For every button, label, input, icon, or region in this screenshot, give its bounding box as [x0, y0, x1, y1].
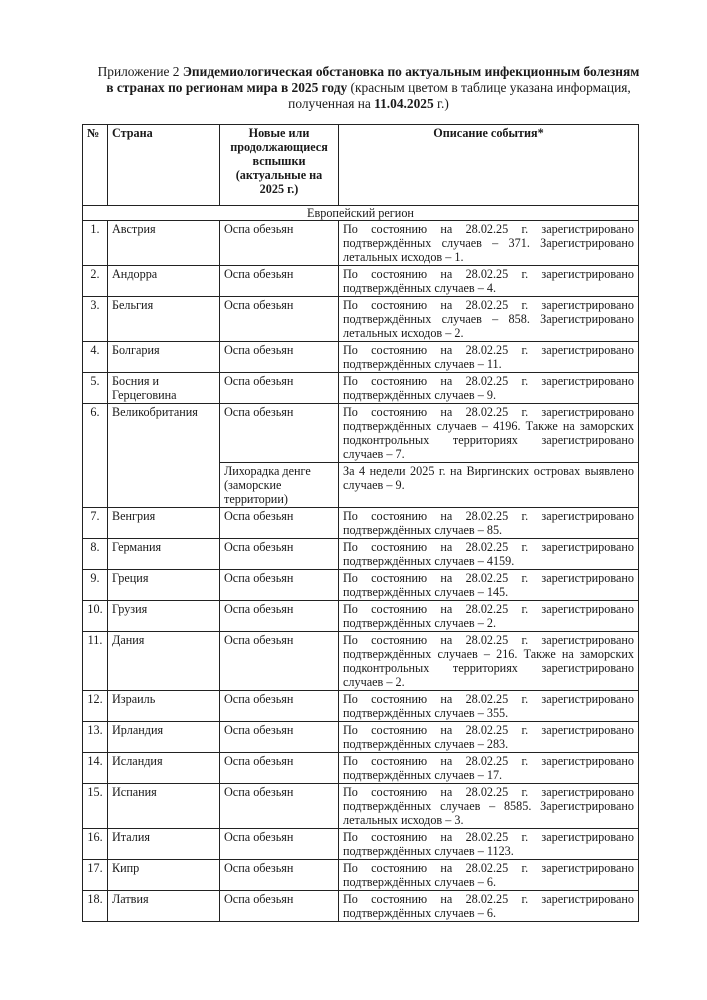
row-number: 1. [83, 221, 108, 266]
heading-note: (красным цветом в таблице указана информация, полученная на [288, 80, 631, 111]
table-row [83, 829, 639, 860]
table-row [83, 508, 639, 539]
row-country: Кипр [108, 860, 220, 891]
heading-note-end: г.) [433, 96, 449, 111]
row-number: 12. [83, 691, 108, 722]
row-number: 14. [83, 753, 108, 784]
row-disease: Оспа обезьян [220, 508, 339, 539]
row-country: Венгрия [108, 508, 220, 539]
table-row [83, 691, 639, 722]
row-number: 6. [83, 404, 108, 508]
row-description: По состоянию на 28.02.25 г. зарегистрировано подтверждённых случаев – 17. [339, 753, 639, 784]
row-description: По состоянию на 28.02.25 г. зарегистрировано подтверждённых случаев – 216. Также на заморских подконтрольных территориях зарегистрировано случаев – 2. [339, 632, 639, 691]
table-row [83, 722, 639, 753]
row-number: 18. [83, 891, 108, 922]
row-country: Болгария [108, 342, 220, 373]
table-row [83, 342, 639, 373]
row-description: По состоянию на 28.02.25 г. зарегистрировано подтверждённых случаев – 6. [339, 891, 639, 922]
table-row [83, 373, 639, 404]
row-description: По состоянию на 28.02.25 г. зарегистрировано подтверждённых случаев – 4159. [339, 539, 639, 570]
row-disease: Оспа обезьян [220, 601, 339, 632]
epidemic-table [82, 124, 639, 922]
header-country: Страна [108, 125, 220, 206]
row-country: Испания [108, 784, 220, 829]
row-number: 2. [83, 266, 108, 297]
row-disease: Оспа обезьян [220, 404, 339, 463]
row-disease: Оспа обезьян [220, 266, 339, 297]
row-number: 17. [83, 860, 108, 891]
row-number: 5. [83, 373, 108, 404]
row-description: По состоянию на 28.02.25 г. зарегистрировано подтверждённых случаев – 85. [339, 508, 639, 539]
header-num: № [83, 125, 108, 206]
heading-prefix: Приложение 2 [97, 64, 183, 79]
table-row [83, 891, 639, 922]
header-outbreaks: Новые или продолжающиеся вспышки (актуальные на 2025 г.) [220, 125, 339, 206]
table-header-row [83, 125, 639, 206]
row-country: Италия [108, 829, 220, 860]
row-description: За 4 недели 2025 г. на Виргинских островах выявлено случаев – 9. [339, 463, 639, 508]
row-description: По состоянию на 28.02.25 г. зарегистрировано подтверждённых случаев – 355. [339, 691, 639, 722]
row-country: Великобритания [108, 404, 220, 508]
region-row [83, 206, 639, 221]
row-country: Грузия [108, 601, 220, 632]
row-country: Бельгия [108, 297, 220, 342]
heading-date: 11.04.2025 [374, 96, 434, 111]
row-description: По состоянию на 28.02.25 г. зарегистрировано подтверждённых случаев – 858. Зарегистрировано летальных исходов – 2. [339, 297, 639, 342]
region-label: Европейский регион [83, 206, 639, 221]
row-number: 9. [83, 570, 108, 601]
heading-title: Эпидемиологическая обстановка по актуальным инфекционным болезням в странах по регионам мира в 2025 году [106, 64, 640, 95]
row-disease: Оспа обезьян [220, 570, 339, 601]
row-country: Греция [108, 570, 220, 601]
row-description: По состоянию на 28.02.25 г. зарегистрировано подтверждённых случаев – 9. [339, 373, 639, 404]
row-country: Дания [108, 632, 220, 691]
row-country: Ирландия [108, 722, 220, 753]
row-disease: Оспа обезьян [220, 539, 339, 570]
row-disease: Оспа обезьян [220, 342, 339, 373]
row-number: 4. [83, 342, 108, 373]
row-country: Германия [108, 539, 220, 570]
row-description: По состоянию на 28.02.25 г. зарегистрировано подтверждённых случаев – 1123. [339, 829, 639, 860]
row-number: 11. [83, 632, 108, 691]
table-row [83, 570, 639, 601]
row-country: Исландия [108, 753, 220, 784]
document-heading [96, 64, 641, 112]
row-description: По состоянию на 28.02.25 г. зарегистрировано подтверждённых случаев – 145. [339, 570, 639, 601]
row-country: Босния и Герцеговина [108, 373, 220, 404]
row-number: 16. [83, 829, 108, 860]
row-description: По состоянию на 28.02.25 г. зарегистрировано подтверждённых случаев – 4. [339, 266, 639, 297]
row-disease: Лихорадка денге (заморские территории) [220, 463, 339, 508]
row-description: По состоянию на 28.02.25 г. зарегистрировано подтверждённых случаев – 6. [339, 860, 639, 891]
row-disease: Оспа обезьян [220, 829, 339, 860]
table-row [83, 297, 639, 342]
row-number: 8. [83, 539, 108, 570]
row-country: Израиль [108, 691, 220, 722]
row-number: 3. [83, 297, 108, 342]
table-row [83, 539, 639, 570]
table-row [83, 404, 639, 463]
row-number: 15. [83, 784, 108, 829]
row-number: 13. [83, 722, 108, 753]
table-row [83, 221, 639, 266]
table-row [83, 784, 639, 829]
row-number: 7. [83, 508, 108, 539]
row-description: По состоянию на 28.02.25 г. зарегистрировано подтверждённых случаев – 8585. Зарегистрировано летальных исходов – 3. [339, 784, 639, 829]
row-description: По состоянию на 28.02.25 г. зарегистрировано подтверждённых случаев – 2. [339, 601, 639, 632]
row-disease: Оспа обезьян [220, 632, 339, 691]
row-description: По состоянию на 28.02.25 г. зарегистрировано подтверждённых случаев – 283. [339, 722, 639, 753]
row-disease: Оспа обезьян [220, 221, 339, 266]
row-country: Латвия [108, 891, 220, 922]
row-number: 10. [83, 601, 108, 632]
row-country: Австрия [108, 221, 220, 266]
row-disease: Оспа обезьян [220, 691, 339, 722]
row-description: По состоянию на 28.02.25 г. зарегистрировано подтверждённых случаев – 11. [339, 342, 639, 373]
row-country: Андорра [108, 266, 220, 297]
row-disease: Оспа обезьян [220, 891, 339, 922]
row-disease: Оспа обезьян [220, 722, 339, 753]
header-description: Описание события* [339, 125, 639, 206]
table-row [83, 632, 639, 691]
table-row [83, 860, 639, 891]
table-row [83, 266, 639, 297]
row-description: По состоянию на 28.02.25 г. зарегистрировано подтверждённых случаев – 371. Зарегистрировано летальных исходов – 1. [339, 221, 639, 266]
row-disease: Оспа обезьян [220, 784, 339, 829]
table-row [83, 601, 639, 632]
row-disease: Оспа обезьян [220, 297, 339, 342]
row-disease: Оспа обезьян [220, 753, 339, 784]
row-disease: Оспа обезьян [220, 373, 339, 404]
row-description: По состоянию на 28.02.25 г. зарегистрировано подтверждённых случаев – 4196. Также на заморских подконтрольных территориях зарегистрировано случаев – 7. [339, 404, 639, 463]
table-row [83, 753, 639, 784]
row-disease: Оспа обезьян [220, 860, 339, 891]
